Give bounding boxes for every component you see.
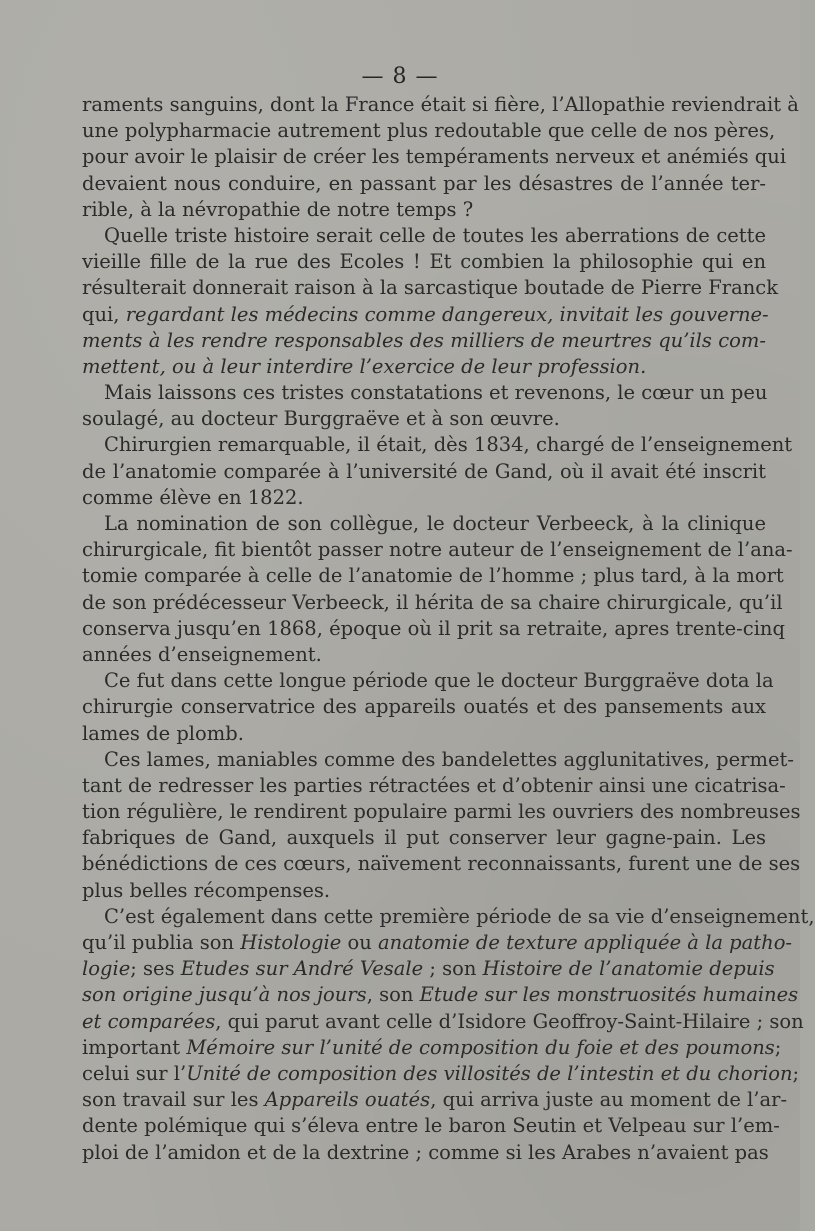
text-line: soulagé, au docteur Burggraëve et à son œuvre. <box>82 407 560 431</box>
text-line <box>82 956 775 982</box>
text-line: chirurgie conservatrice des appareils ouatés et des pansements aux <box>82 695 766 719</box>
text-line: bénédictions de ces cœurs, naïvement reconnaissants, furent une de ses <box>82 852 801 876</box>
text-line: résulterait donnerait raison à la sarcastique boutade de Pierre Franck <box>82 276 779 300</box>
text-line: Quelle triste histoire serait celle de toutes les aberrations de cette <box>104 223 766 247</box>
text-line: Chirurgien remarquable, il était, dès 1834, chargé de l’enseignement <box>104 433 793 457</box>
text-run: qui, <box>82 302 126 326</box>
italic-text: Histoire de l’anatomie depuis <box>482 957 775 981</box>
text-run: ; <box>792 1061 800 1085</box>
text-line: pour avoir le plaisir de créer les tempéraments nerveux et anémiés qui <box>82 145 787 169</box>
text-line: fabriques de Gand, auxquels il put conserver leur gagne-pain. Les <box>82 826 766 850</box>
italic-text: Histologie <box>240 931 342 954</box>
text-line: ploi de l’amidon et de la dextrine ; comme si les Arabes n’avaient pas <box>82 1140 769 1164</box>
text-line: lames de plomb. <box>82 721 244 745</box>
italic-text: anatomie de texture appliquée à la patho- <box>378 931 793 954</box>
text-line: vieille fille de la rue des Ecoles ! Et combien la philosophie qui en <box>82 250 766 274</box>
text-line: rible, à la névropathie de notre temps ? <box>82 197 474 221</box>
text-line: années d’enseignement. <box>82 642 322 666</box>
italic-text: Mémoire sur l’unité de composition du foie et des poumons <box>186 1035 775 1059</box>
text-line: Mais laissons ces tristes constatations et revenons, le cœur un peu <box>104 381 768 405</box>
text-run: , qui parut avant celle d’Isidore Geoffroy-Saint-Hilaire ; son <box>215 1009 804 1033</box>
italic-text: Etude sur les monstruosités humaines <box>419 983 799 1007</box>
text-line: chirurgicale, fit bientôt passer notre auteur de l’enseignement de l’ana- <box>82 538 793 562</box>
text-line: tomie comparée à celle de l’anatomie de l’homme ; plus tard, à la mort <box>82 564 784 588</box>
italic-text: Unité de composition des villosités de l’intestin et du chorion <box>186 1061 793 1085</box>
text-run: ; <box>774 1035 782 1059</box>
text-run: ; ses <box>130 957 181 981</box>
text-line: dente polémique qui s’éleva entre le baron Seutin et Velpeau sur l’em- <box>82 1114 780 1138</box>
text-line <box>82 982 799 1008</box>
text-run: qu’il publia son <box>82 931 241 954</box>
text-line <box>82 1035 782 1061</box>
italic-text: mettent, ou à leur interdire l’exercice de leur profession. <box>82 354 647 378</box>
text-line: Ce fut dans cette longue période que le docteur Burggraëve dota la <box>104 669 774 693</box>
italic-text: regardant les médecins comme dangereux, invitait les gouverne- <box>125 302 769 326</box>
page-number: — 8 — <box>361 64 439 89</box>
text-line: plus belles récompenses. <box>82 878 331 902</box>
text-line <box>82 1061 800 1087</box>
text-run: son travail sur les <box>82 1088 265 1112</box>
text-run: important <box>82 1035 187 1059</box>
text-line: comme élève en 1822. <box>82 485 304 509</box>
text-line: de l’anatomie comparée à l’université de Gand, où il avait été inscrit <box>82 459 766 483</box>
italic-text: Appareils ouatés <box>264 1088 431 1112</box>
text-line: tant de redresser les parties rétractées et d’obtenir ainsi une cicatrisa- <box>82 773 786 797</box>
text-line: La nomination de son collègue, le docteur Verbeeck, à la clinique <box>104 512 766 535</box>
text-line <box>82 354 766 380</box>
text-line: C’est également dans cette première période de sa vie d’enseignement, <box>104 904 815 928</box>
text-line: devaient nous conduire, en passant par les désastres de l’année ter- <box>82 171 766 195</box>
text-run: ou <box>341 931 379 954</box>
text-run: ; son <box>423 957 483 981</box>
body-text <box>82 92 815 1166</box>
text-line: tion régulière, le rendirent populaire parmi les ouvriers des nombreuses <box>82 800 801 824</box>
text-line: raments sanguins, dont la France était si fière, l’Allopathie reviendrait à <box>82 93 799 116</box>
italic-text: Etudes sur André Vesale <box>180 957 424 981</box>
text-line: conserva jusqu’en 1868, époque où il prit sa retraite, apres trente-cinq <box>82 616 785 640</box>
text-line: de son prédécesseur Verbeeck, il hérita de sa chaire chirurgicale, qu’il <box>82 590 783 614</box>
text-line <box>82 302 769 328</box>
text-line <box>82 1087 788 1113</box>
text-line <box>82 328 766 354</box>
italic-text: et comparées <box>82 1009 216 1033</box>
text-run: , qui arriva juste au moment de l’ar- <box>430 1088 788 1112</box>
italic-text: son origine jusqu’à nos jours <box>82 983 367 1007</box>
text-line: Ces lames, maniables comme des bandelettes agglunitatives, permet- <box>104 747 794 771</box>
italic-text: logie <box>82 957 131 981</box>
text-line <box>82 930 793 956</box>
text-run: celui sur l’ <box>82 1061 187 1085</box>
text-line: une polypharmacie autrement plus redoutable que celle de nos pères, <box>82 119 776 143</box>
italic-text: ments à les rendre responsables des milliers de meurtres qu’ils com- <box>82 328 766 352</box>
text-line <box>82 1009 804 1035</box>
text-run: , son <box>366 983 420 1007</box>
